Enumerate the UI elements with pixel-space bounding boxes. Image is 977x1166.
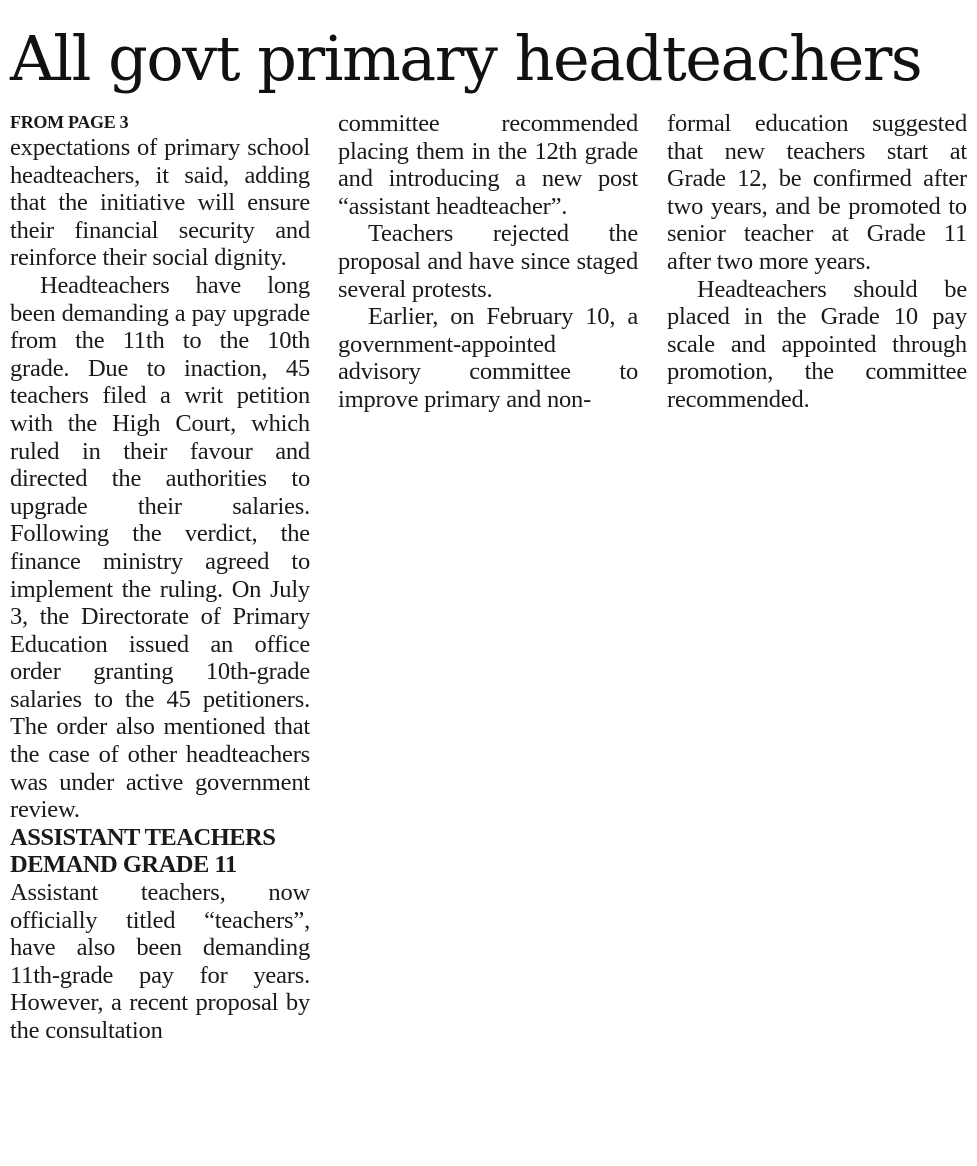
headline: All govt primary headteachers — [10, 22, 922, 95]
paragraph: Headteachers have long been demanding a pay upgrade from the 11th to the 10th grade. Due to inaction, 45 teachers filed a writ petition with the High Court, which ruled in their favour and directed the authorities to upgrade their salaries. Following the verdict, the finance ministry agreed to implement the ruling. On July 3, the Directorate of Primary Education issued an office order granting 10th-grade salaries to the 45 petitioners. The order also mentioned that the case of other headteachers was under active government review. — [10, 271, 310, 824]
paragraph: formal education suggested that new teachers start at Grade 12, be confirmed after two years, and be promoted to senior teacher at Grade 11 after two more years. — [667, 110, 967, 275]
subheading: ASSISTANT TEACHERS DEMAND GRADE 11 — [10, 823, 276, 879]
paragraph: Earlier, on February 10, a government-appointed advisory committee to improve primary and non- — [338, 303, 638, 413]
article-column-2 — [338, 110, 638, 414]
paragraph: Assistant teachers, now officially titled “teachers”, have also been demanding 11th-grade pay for years. However, a recent proposal by the consultation — [10, 879, 310, 1044]
article-column-3 — [667, 110, 967, 414]
article-column-1 — [10, 110, 310, 1045]
paragraph: expectations of primary school headteachers, it said, adding that the initiative will ensure their financial security and reinforce their social dignity. — [10, 134, 310, 272]
paragraph: committee recommended placing them in the 12th grade and introducing a new post “assistant headteacher”. — [338, 110, 638, 220]
paragraph: Headteachers should be placed in the Grade 10 pay scale and appointed through promotion, the committee recommended. — [667, 275, 967, 413]
page-reference-kicker: FROM PAGE 3 — [10, 112, 129, 132]
paragraph: Teachers rejected the proposal and have since staged several protests. — [338, 220, 638, 303]
